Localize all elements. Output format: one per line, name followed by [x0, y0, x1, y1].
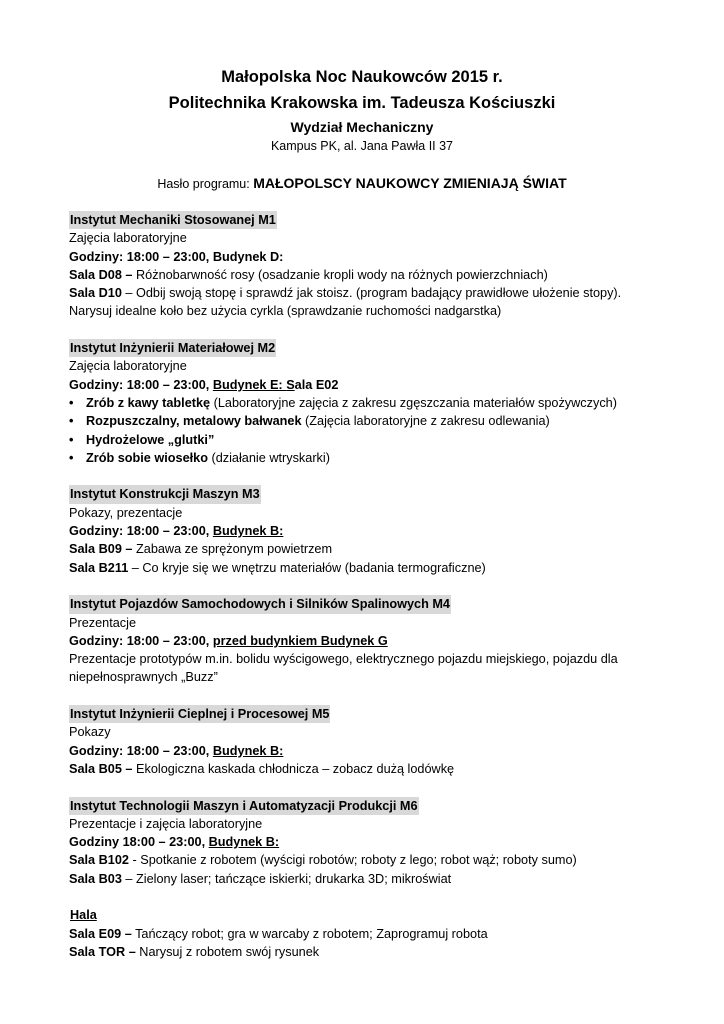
- hours-text: Godziny: 18:00 – 23:00,: [69, 743, 213, 758]
- room-entry: [69, 943, 669, 961]
- hours-line: [69, 376, 669, 394]
- room-label: Sala D08 –: [69, 267, 133, 282]
- room-description: Różnobarwność rosy (osadzanie kropli wody na różnych powierzchniach): [132, 267, 548, 282]
- room-description: Narysuj z robotem swój rysunek: [135, 944, 320, 959]
- room-description: Ekologiczna kaskada chłodnicza – zobacz dużą lodówkę: [132, 761, 455, 776]
- item-description: (działanie wtryskarki): [207, 450, 330, 465]
- activity-type: Pokazy: [69, 725, 111, 740]
- hours-line: [69, 522, 669, 540]
- item-description: (Zajęcia laboratoryjne z zakresu odlewania): [301, 414, 550, 429]
- section-title: Instytut Inżynierii Materiałowej M2: [69, 339, 276, 357]
- activity-type: Prezentacje i zajęcia laboratoryjne: [69, 816, 263, 831]
- room-label: Sala B102: [69, 853, 129, 868]
- section-title: Instytut Inżynierii Cieplnej i Procesowej M5: [69, 705, 330, 723]
- room-description: – Zielony laser; tańczące iskierki; drukarka 3D; mikroświat: [121, 871, 452, 886]
- building-name: Budynek B:: [212, 743, 284, 758]
- list-item: [69, 394, 669, 412]
- room-entry: [69, 540, 669, 558]
- room-label: Sala B05 –: [69, 761, 133, 776]
- room-name: ala E02: [294, 377, 339, 392]
- activity-type: Zajęcia laboratoryjne: [69, 231, 187, 246]
- section-hala: [69, 906, 669, 961]
- hours-line: [69, 632, 669, 650]
- room-entry: [69, 870, 669, 888]
- room-label: Sala B09 –: [69, 542, 133, 557]
- document-title: Małopolska Noc Naukowców 2015 r.: [221, 68, 503, 86]
- extra-activity: Narysuj idealne koło bez użycia cyrkla (sprawdzanie ruchomości nadgarstka): [69, 304, 502, 319]
- list-item: [69, 431, 669, 449]
- hours-line: [69, 742, 669, 760]
- hours-line: [69, 833, 669, 851]
- section-m2: [69, 339, 669, 467]
- section-title: Instytut Technologii Maszyn i Automatyzacji Produkcji M6: [69, 797, 419, 815]
- room-label: Sala E09 –: [69, 926, 132, 941]
- room-entry: [69, 925, 669, 943]
- room-entry: [69, 284, 669, 302]
- room-description: – Co kryje się we wnętrzu materiałów (badania termograficzne): [128, 560, 486, 575]
- room-label: Sala B03: [69, 871, 122, 886]
- activity-list: [69, 394, 669, 467]
- list-item: [69, 449, 669, 467]
- faculty-name: Wydział Mechaniczny: [290, 119, 434, 135]
- hours-line: [69, 248, 669, 266]
- room-label: Sala TOR –: [69, 944, 136, 959]
- section-m6: [69, 797, 669, 888]
- section-m1: [69, 211, 669, 321]
- item-label: Zrób z kawy tabletkę: [86, 395, 211, 410]
- section-title: Instytut Pojazdów Samochodowych i Silników Spalinowych M4: [69, 595, 451, 613]
- hours-text: Godziny: 18:00 – 23:00,: [69, 377, 213, 392]
- section-title: Hala: [70, 908, 97, 923]
- room-description: Zabawa ze sprężonym powietrzem: [132, 542, 333, 557]
- campus-address: Kampus PK, al. Jana Pawła II 37: [270, 139, 454, 153]
- activity-type: Prezentacje: [69, 615, 136, 630]
- program-content: [69, 211, 669, 979]
- building-name: Budynek B:: [208, 835, 280, 850]
- program-motto: [0, 175, 724, 191]
- location-name: przed budynkiem Budynek G: [212, 633, 388, 648]
- item-description: (Laboratoryjne zajęcia z zakresu zgęszczania materiałów spożywczych): [210, 395, 617, 410]
- room-entry: [69, 266, 669, 284]
- building-name: Budynek B:: [212, 524, 284, 539]
- item-label: Hydrożelowe „glutki”: [86, 432, 215, 447]
- section-title: Instytut Mechaniki Stosowanej M1: [69, 211, 277, 229]
- university-name: Politechnika Krakowska im. Tadeusza Kościuszki: [168, 94, 556, 112]
- hours-text: Godziny: 18:00 – 23:00,: [69, 633, 213, 648]
- room-description: – Odbij swoją stopę i sprawdź jak stoisz. (program badający prawidłowe ułożenie stopy).: [121, 286, 622, 301]
- section-title: Instytut Konstrukcji Maszyn M3: [69, 485, 261, 503]
- room-description: - Spotkanie z robotem (wyścigi robotów; roboty z lego; robot wąż; roboty sumo): [128, 853, 577, 868]
- room-label: Sala B211: [69, 560, 129, 575]
- building-name: Budynek E:: [212, 377, 287, 392]
- room-prefix: S: [286, 377, 295, 392]
- section-m4: [69, 595, 669, 686]
- hours-text: Godziny 18:00 – 23:00,: [69, 835, 209, 850]
- room-entry: [69, 760, 669, 778]
- activity-type: Pokazy, prezentacje: [69, 505, 183, 520]
- hours-text: Godziny: 18:00 – 23:00, Budynek D:: [69, 249, 284, 264]
- room-description: Tańczący robot; gra w warcaby z robotem; Zaprogramuj robota: [131, 926, 488, 941]
- room-entry: [69, 851, 669, 869]
- activity-type: Zajęcia laboratoryjne: [69, 359, 187, 374]
- item-label: Rozpuszczalny, metalowy bałwanek: [86, 414, 302, 429]
- section-m5: [69, 705, 669, 778]
- motto-label: Hasło programu:: [157, 177, 254, 191]
- room-label: Sala D10: [69, 286, 122, 301]
- hours-text: Godziny: 18:00 – 23:00,: [69, 524, 213, 539]
- room-entry: [69, 559, 669, 577]
- list-item: [69, 412, 669, 430]
- section-description: Prezentacje prototypów m.in. bolidu wyścigowego, elektrycznego pojazdu miejskiego, pojazdu dla niepełnosprawnych „Buzz”: [69, 652, 618, 685]
- motto-text: MAŁOPOLSCY NAUKOWCY ZMIENIAJĄ ŚWIAT: [253, 175, 567, 191]
- section-m3: [69, 485, 669, 576]
- item-label: Zrób sobie wiosełko: [86, 450, 208, 465]
